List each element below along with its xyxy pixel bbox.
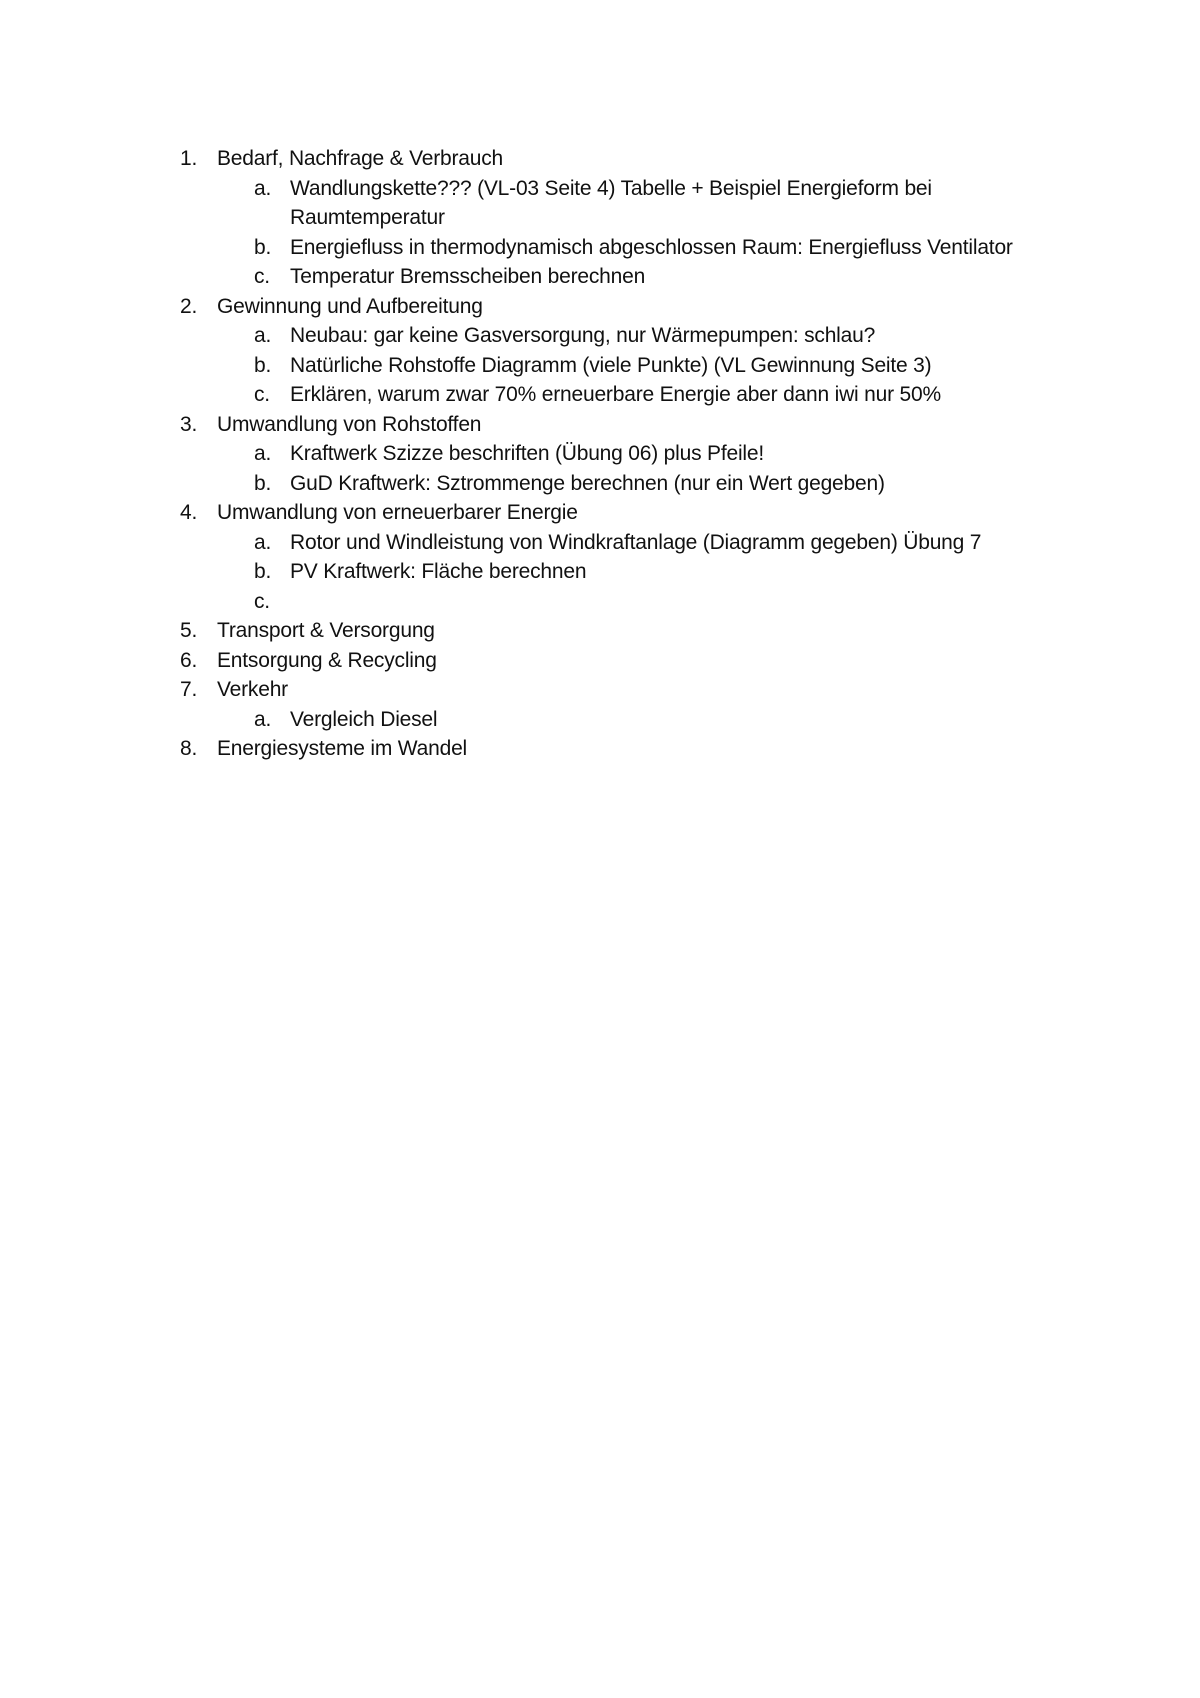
list-item-text: Transport & Versorgung bbox=[217, 619, 435, 642]
sub-list-item-letter: a. bbox=[254, 176, 272, 200]
sub-list-item bbox=[0, 203, 1200, 233]
sub-list-item-letter: a. bbox=[254, 324, 272, 347]
sub-list-item-text: GuD Kraftwerk: Sztrommenge berechnen (nur ein Wert gegeben) bbox=[290, 471, 885, 495]
sub-list-item-letter: b. bbox=[254, 471, 272, 495]
numbered-outline-list bbox=[0, 144, 1200, 764]
sub-list-item-text: Wandlungskette??? (VL-03 Seite 4) Tabelle + Beispiel Energieform bei bbox=[290, 176, 932, 200]
sub-list-item-text: Rotor und Windleistung von Windkraftanlage (Diagramm gegeben) Übung 7 bbox=[290, 530, 982, 554]
sub-list-item bbox=[0, 469, 1200, 499]
list-item bbox=[0, 292, 1200, 322]
sub-list-item bbox=[0, 351, 1200, 381]
sub-list-item bbox=[0, 262, 1200, 292]
list-item-text: Bedarf, Nachfrage & Verbrauch bbox=[217, 147, 504, 170]
sub-list-item-text: Temperatur Bremsscheiben berechnen bbox=[290, 265, 646, 288]
sub-list-item-text: Erklären, warum zwar 70% erneuerbare Energie aber dann iwi nur 50% bbox=[290, 383, 941, 406]
sub-list-item-letter: c. bbox=[254, 383, 270, 406]
sub-list-item-letter: c. bbox=[254, 589, 270, 613]
list-item-text: Umwandlung von erneuerbarer Energie bbox=[217, 501, 578, 524]
sub-list-item bbox=[0, 587, 1200, 617]
list-item-number: 6. bbox=[180, 648, 198, 672]
list-item-number: 7. bbox=[180, 678, 198, 701]
sub-list-item-text: Vergleich Diesel bbox=[290, 707, 438, 731]
list-item bbox=[0, 410, 1200, 440]
sub-list-item-text: PV Kraftwerk: Fläche berechnen bbox=[290, 560, 587, 583]
sub-list-item-text: Energiefluss in thermodynamisch abgeschlossen Raum: Energiefluss Ventilator bbox=[290, 235, 1013, 259]
sub-list-item-text: Natürliche Rohstoffe Diagramm (viele Punkte) (VL Gewinnung Seite 3) bbox=[290, 353, 932, 377]
sub-list-item-text: Raumtemperatur bbox=[290, 206, 445, 229]
sub-list-item-letter: a. bbox=[254, 530, 272, 554]
list-item-number: 3. bbox=[180, 412, 198, 436]
sub-list-item bbox=[0, 174, 1200, 204]
list-item-number: 5. bbox=[180, 619, 198, 642]
sub-list-item bbox=[0, 321, 1200, 351]
list-item bbox=[0, 646, 1200, 676]
list-item-number: 2. bbox=[180, 294, 198, 318]
sub-list-item-letter: b. bbox=[254, 353, 272, 377]
sub-list-item-text: Neubau: gar keine Gasversorgung, nur Wärmepumpen: schlau? bbox=[290, 324, 876, 347]
sub-list-item-letter: c. bbox=[254, 265, 270, 288]
sub-list-item-letter: a. bbox=[254, 442, 272, 465]
list-item-text: Verkehr bbox=[217, 678, 288, 701]
sub-list-item-letter: b. bbox=[254, 235, 272, 259]
sub-list-item-letter: a. bbox=[254, 707, 272, 731]
list-item-text: Umwandlung von Rohstoffen bbox=[217, 412, 482, 436]
list-item bbox=[0, 144, 1200, 174]
list-item-number: 4. bbox=[180, 501, 198, 524]
list-item bbox=[0, 675, 1200, 705]
list-item bbox=[0, 616, 1200, 646]
list-item-text: Energiesysteme im Wandel bbox=[217, 737, 468, 760]
sub-list-item bbox=[0, 380, 1200, 410]
list-item bbox=[0, 498, 1200, 528]
sub-list-item bbox=[0, 557, 1200, 587]
sub-list-item-text: Kraftwerk Szizze beschriften (Übung 06) plus Pfeile! bbox=[290, 442, 764, 465]
list-item-text: Entsorgung & Recycling bbox=[217, 648, 437, 672]
sub-list-item bbox=[0, 705, 1200, 735]
sub-list-item-letter: b. bbox=[254, 560, 272, 583]
list-item-number: 8. bbox=[180, 737, 198, 760]
sub-list-item bbox=[0, 528, 1200, 558]
list-item bbox=[0, 734, 1200, 764]
sub-list-item bbox=[0, 439, 1200, 469]
sub-list-item bbox=[0, 233, 1200, 263]
list-item-text: Gewinnung und Aufbereitung bbox=[217, 294, 483, 318]
list-item-number: 1. bbox=[180, 147, 198, 170]
